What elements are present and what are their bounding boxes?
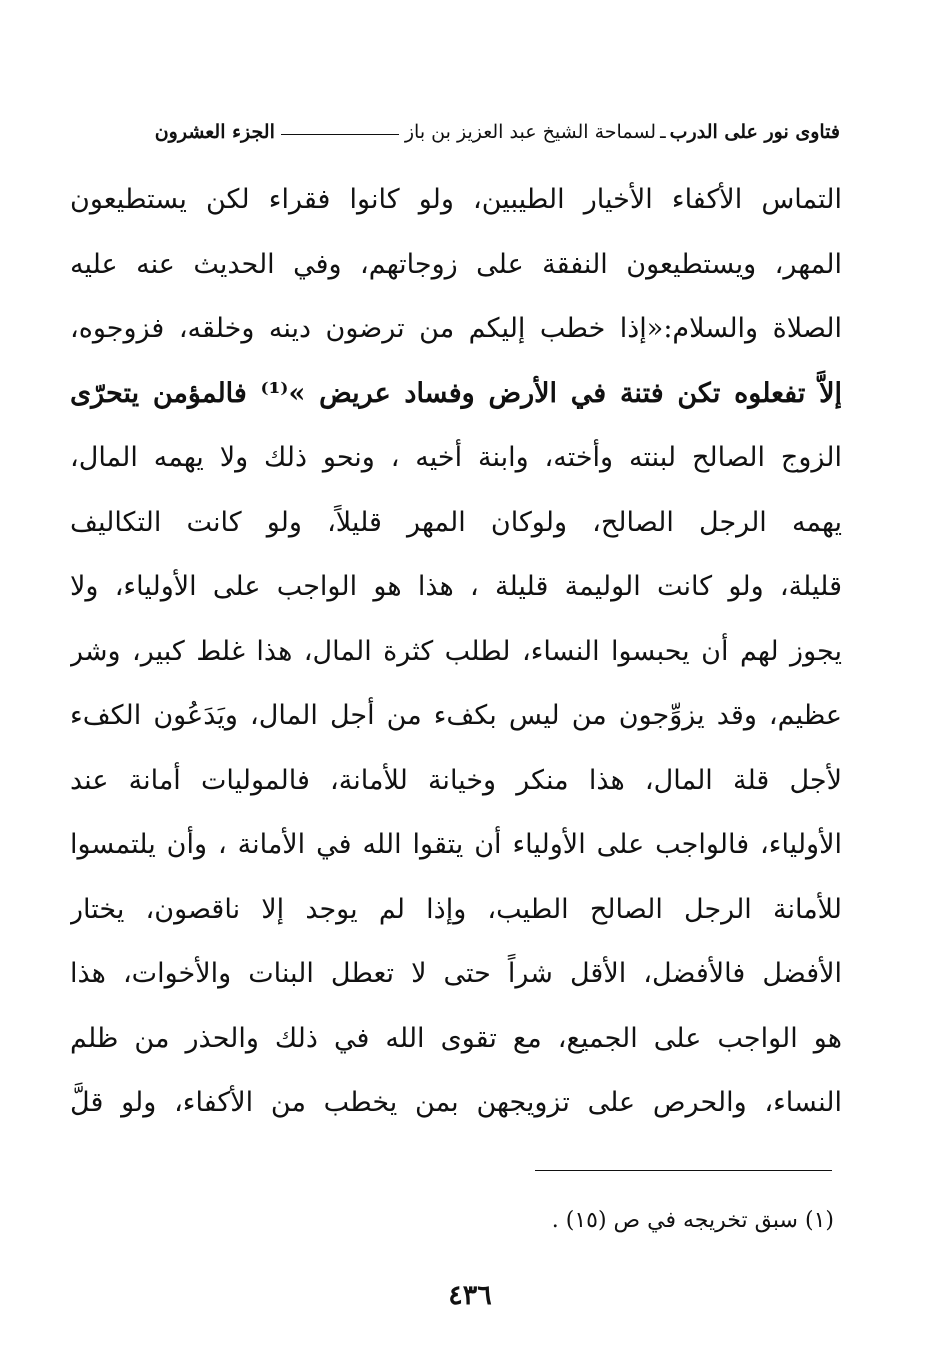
text-line: النساء، والحرص على تزويجهن بمن يخطب من الأكفاء، ولو قلَّ xyxy=(70,1087,842,1118)
text-line: الأولياء، فالواجب على الأولياء أن يتقوا الله في الأمانة ، وأن يلتمسوا xyxy=(70,829,842,860)
body-text xyxy=(70,168,842,1136)
text-line: التماس الأكفاء الأخيار الطيبين، ولو كانوا فقراء لكن يستطيعون xyxy=(70,184,842,215)
footnote: (١) سبق تخريجه في ص (١٥) . xyxy=(551,1208,834,1233)
book-title: فتاوى نور على الدرب xyxy=(669,121,840,143)
header-rule xyxy=(281,134,399,135)
text-line: الأفضل فالأفضل، الأقل شراً حتى لا تعطل البنات والأخوات، هذا xyxy=(70,958,842,989)
running-header xyxy=(78,112,840,152)
text-line: لأجل قلة المال، هذا منكر وخيانة للأمانة، فالموليات أمانة عند xyxy=(70,764,842,796)
text-line: الزوج الصالح لبنته وأخته، وابنة أخيه ، ونحو ذلك ولا يهمه المال، xyxy=(70,442,842,473)
text-line: قليلة، ولو كانت الوليمة قليلة ، هذا هو الواجب على الأولياء، ولا xyxy=(70,571,842,602)
text-line: الصلاة والسلام:«إذا خطب إليكم من ترضون دينه وخلقه، فزوجوه، xyxy=(70,313,842,344)
text-line: عظيم، وقد يزوِّجون من ليس بكفء من أجل المال، ويَدَعُون الكفء xyxy=(70,700,842,731)
header-dash: ـ xyxy=(660,121,666,143)
text-line: هو الواجب على الجميع، مع تقوى الله في ذلك والحذر من ظلم xyxy=(70,1022,842,1054)
text-line: يجوز لهم أن يحبسوا النساء، لطلب كثرة المال، هذا غلط كبير، وشر xyxy=(70,635,842,667)
text-line: للأمانة الرجل الصالح الطيب، وإذا لم يوجد إلا ناقصون، يختار xyxy=(70,893,842,925)
text-line: المهر، ويستطيعون النفقة على زوجاتهم، وفي الحديث عنه عليه xyxy=(70,248,842,280)
author-name: لسماحة الشيخ عبد العزيز بن باز xyxy=(404,121,657,143)
volume-part: الجزء العشرون xyxy=(154,121,275,143)
text-line: يهمه الرجل الصالح، ولوكان المهر قليلاً، ولو كانت التكاليف xyxy=(70,506,842,538)
text-line: إلاَّ تفعلوه تكن فتنة في الأرض وفساد عريض »⁽¹⁾ فالمؤمن يتحرّى xyxy=(70,377,842,409)
page-number: ٤٣٦ xyxy=(448,1280,492,1311)
footnote-separator xyxy=(535,1170,832,1171)
